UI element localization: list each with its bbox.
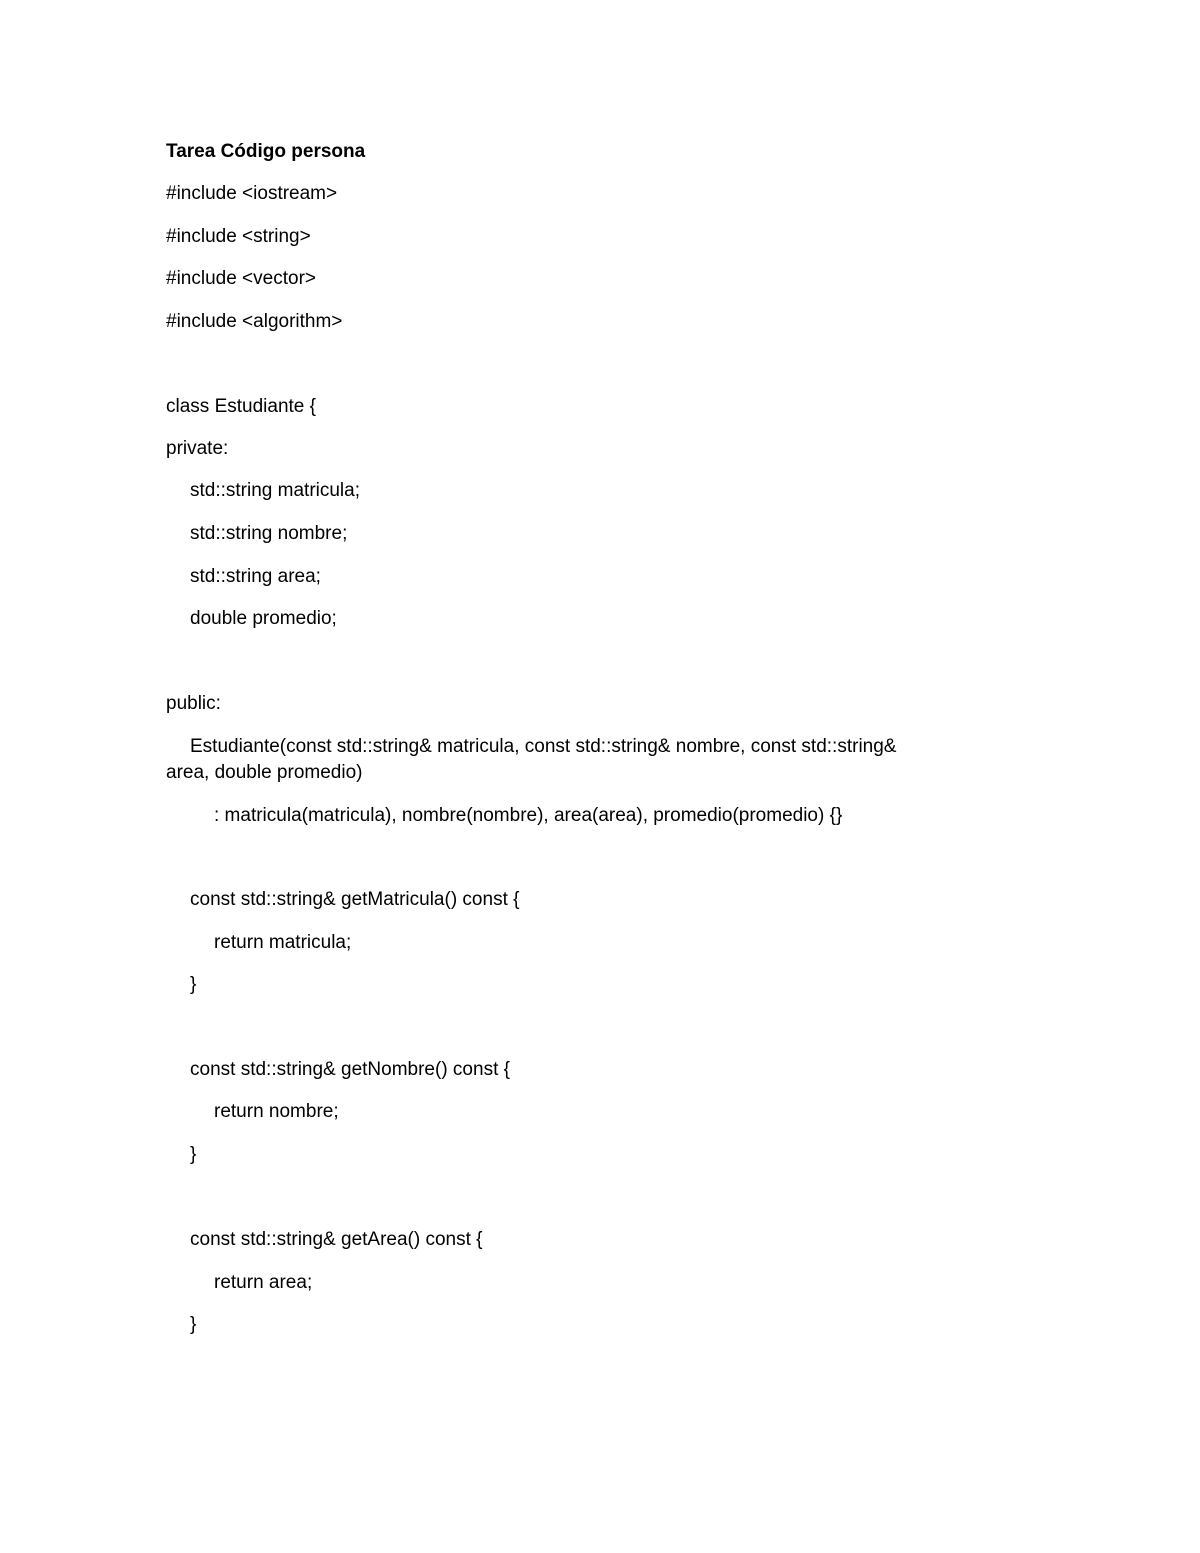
code-line: class Estudiante {: [166, 396, 316, 417]
document-title: Tarea Código persona: [166, 141, 366, 162]
code-line: #include <vector>: [166, 268, 316, 289]
code-line: return area;: [214, 1272, 313, 1293]
code-line: const std::string& getMatricula() const {: [190, 889, 520, 910]
code-line: public:: [166, 693, 221, 714]
code-line: return matricula;: [214, 932, 352, 953]
code-line: Estudiante(const std::string& matricula, const std::string& nombre, const std::string&: [190, 736, 897, 757]
code-line: double promedio;: [190, 608, 337, 629]
code-line: std::string nombre;: [190, 523, 348, 544]
code-line: std::string area;: [190, 566, 321, 587]
code-line: const std::string& getNombre() const {: [190, 1059, 510, 1080]
code-line: }: [190, 974, 197, 995]
code-line: : matricula(matricula), nombre(nombre), area(area), promedio(promedio) {}: [214, 805, 843, 826]
code-line: std::string matricula;: [190, 480, 360, 501]
code-line: private:: [166, 438, 229, 459]
code-line: }: [190, 1144, 197, 1165]
code-line: #include <iostream>: [166, 183, 338, 204]
code-line: #include <algorithm>: [166, 311, 343, 332]
code-line: return nombre;: [214, 1101, 339, 1122]
code-line: }: [190, 1314, 197, 1335]
code-line: #include <string>: [166, 226, 311, 247]
code-line: area, double promedio): [166, 762, 363, 783]
code-line: const std::string& getArea() const {: [190, 1229, 483, 1250]
